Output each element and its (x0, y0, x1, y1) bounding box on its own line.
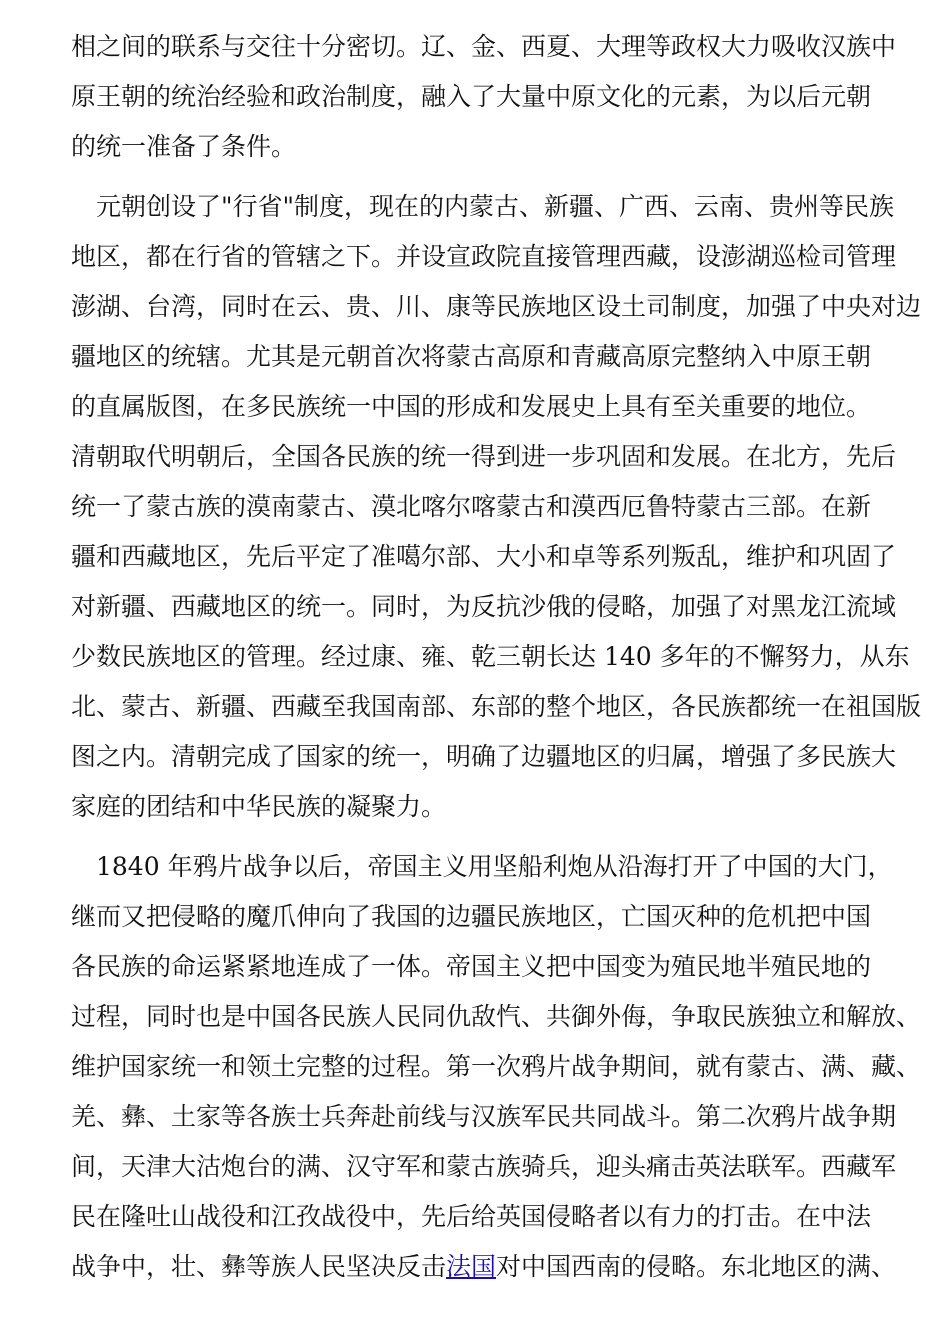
text-line: 北、蒙古、新疆、西藏至我国南部、东部的整个地区，各民族都统一在祖国版 (71, 692, 922, 721)
paragraph-2 (71, 182, 922, 832)
text-line: 统一了蒙古族的漠南蒙古、漠北喀尔喀蒙古和漠西厄鲁特蒙古三部。在新 (71, 492, 872, 521)
text-line: 各民族的命运紧紧地连成了一体。帝国主义把中国变为殖民地半殖民地的 (71, 952, 872, 981)
paragraph-spacer (71, 832, 891, 842)
text-line: 过程，同时也是中国各民族人民同仇敌忾、共御外侮，争取民族独立和解放、 (71, 1002, 922, 1031)
text-line: 澎湖、台湾，同时在云、贵、川、康等民族地区设土司制度，加强了中央对边 (71, 292, 922, 321)
text-line-with-link (71, 1242, 897, 1292)
text-line: 清朝取代明朝后，全国各民族的统一得到进一步巩固和发展。在北方，先后 (71, 442, 897, 471)
paragraph-spacer (71, 172, 891, 182)
document-page (71, 22, 922, 1292)
text-line: 间，天津大沽炮台的满、汉守军和蒙古族骑兵，迎头痛击英法联军。西藏军 (71, 1152, 897, 1181)
text-line: 疆和西藏地区，先后平定了准噶尔部、大小和卓等系列叛乱，维护和巩固了 (71, 542, 897, 571)
text-segment: 战争中，壮、彝等族人民坚决反击 (71, 1252, 447, 1281)
text-line: 元朝创设了"行省"制度，现在的内蒙古、新疆、广西、云南、贵州等民族 (71, 192, 895, 221)
text-line: 地区，都在行省的管辖之下。并设宣政院直接管理西藏，设澎湖巡检司管理 (71, 242, 897, 271)
text-line: 的直属版图，在多民族统一中国的形成和发展史上具有至关重要的地位。 (71, 392, 872, 421)
text-line: 家庭的团结和中华民族的凝聚力。 (71, 792, 447, 821)
text-line: 疆地区的统辖。尤其是元朝首次将蒙古高原和青藏高原完整纳入中原王朝 (71, 342, 872, 371)
text-line: 原王朝的统治经验和政治制度，融入了大量中原文化的元素，为以后元朝 (71, 82, 872, 111)
text-line: 1840 年鸦片战争以后，帝国主义用坚船利炮从沿海打开了中国的大门， (71, 852, 893, 881)
text-line: 继而又把侵略的魔爪伸向了我国的边疆民族地区，亡国灭种的危机把中国 (71, 902, 872, 931)
text-line: 图之内。清朝完成了国家的统一，明确了边疆地区的归属，增强了多民族大 (71, 742, 897, 771)
text-line: 对新疆、西藏地区的统一。同时，为反抗沙俄的侵略，加强了对黑龙江流域 (71, 592, 897, 621)
france-link[interactable]: 法国 (446, 1252, 497, 1281)
text-segment: 对中国西南的侵略。东北地区的满、 (496, 1252, 897, 1281)
paragraph-3 (71, 842, 922, 1292)
text-line: 相之间的联系与交往十分密切。辽、金、西夏、大理等政权大力吸收汉族中 (71, 32, 897, 61)
text-line: 维护国家统一和领土完整的过程。第一次鸦片战争期间，就有蒙古、满、藏、 (71, 1052, 922, 1081)
text-line: 羌、彝、土家等各族士兵奔赴前线与汉族军民共同战斗。第二次鸦片战争期 (71, 1102, 897, 1131)
text-line: 的统一准备了条件。 (71, 132, 297, 161)
paragraph-1 (71, 22, 897, 172)
text-line: 少数民族地区的管理。经过康、雍、乾三朝长达 140 多年的不懈努力，从东 (71, 642, 910, 671)
text-line: 民在隆吐山战役和江孜战役中，先后给英国侵略者以有力的打击。在中法 (71, 1202, 872, 1231)
